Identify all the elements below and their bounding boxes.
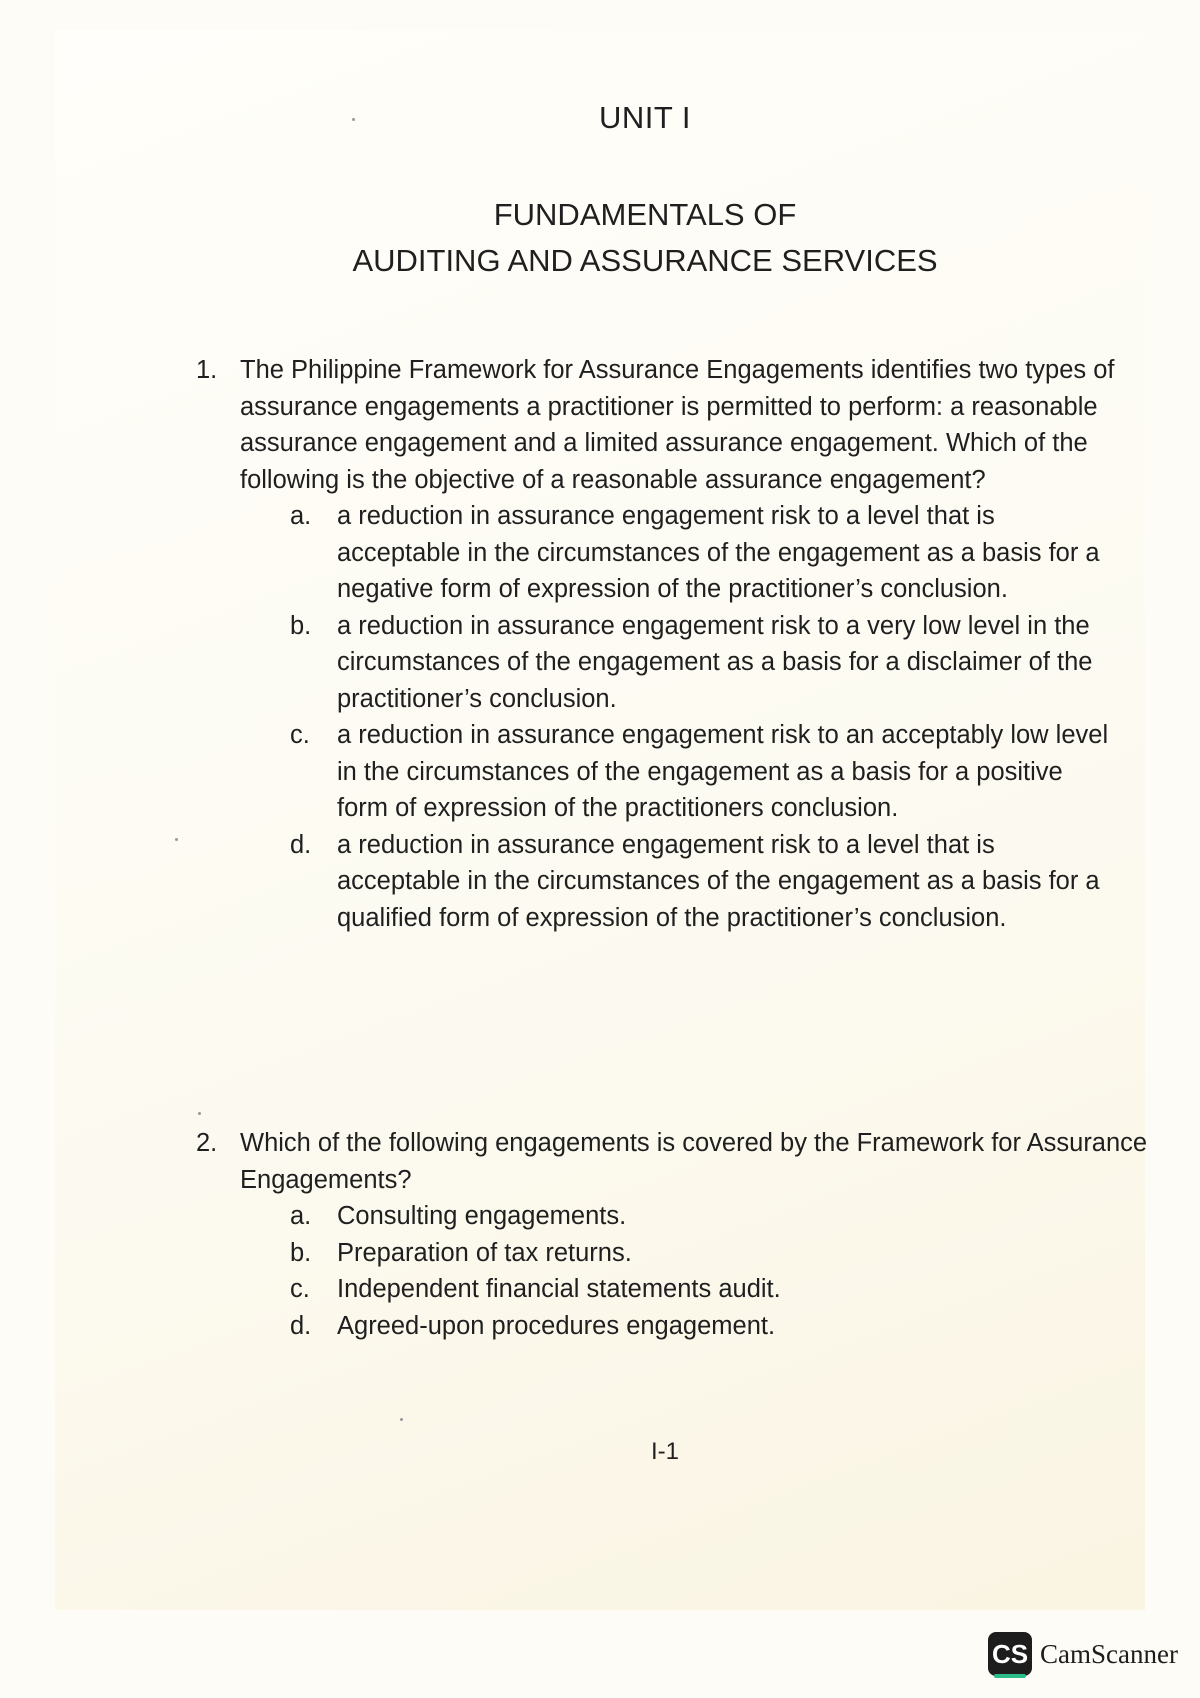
- unit-title: UNIT I: [599, 100, 691, 135]
- option-letter: b.: [290, 611, 312, 640]
- question-number: 1.: [196, 356, 218, 384]
- scan-speck: [175, 838, 178, 841]
- option-text: Preparation of tax returns.: [337, 1238, 632, 1267]
- question-text: The Philippine Framework for Assurance Engagements identifies two types of assurance engagements a practitioner is permitted to perform: a reasonable assurance engagement and a limited assurance engagement. Which of the following is the objective of a reasonable assurance engagement?: [240, 356, 1115, 494]
- question-1: [196, 352, 1116, 936]
- scan-speck: [352, 118, 355, 121]
- option-text: Agreed-upon procedures engagement.: [337, 1311, 776, 1340]
- question-text: Which of the following engagements is covered by the Framework for Assurance Engagements?: [240, 1129, 1148, 1194]
- option-letter: c.: [290, 1275, 310, 1303]
- option-letter: a.: [290, 1202, 312, 1230]
- option-letter: c.: [290, 721, 310, 749]
- scan-speck: [198, 1112, 201, 1115]
- camscanner-name: CamScanner: [1040, 1638, 1178, 1669]
- option-a: [290, 1198, 1156, 1235]
- option-text: a reduction in assurance engagement risk to an acceptably low level in the circumstances of the engagement as a basis for a positive form of expression of the practitioners conclusion.: [337, 721, 1109, 822]
- question-2: [196, 1125, 1156, 1344]
- option-text: Independent financial statements audit.: [337, 1275, 781, 1303]
- options-list: [290, 498, 1116, 936]
- title-line-2: AUDITING AND ASSURANCE SERVICES: [352, 243, 938, 278]
- option-letter: d.: [290, 1311, 312, 1340]
- option-b: [290, 608, 1116, 718]
- option-letter: a.: [290, 502, 312, 530]
- option-d: [290, 1308, 1156, 1345]
- option-text: a reduction in assurance engagement risk to a level that is acceptable in the circumstances of the engagement as a basis for a qualified form of expression of the practitioner’s conclusion.: [337, 830, 1100, 932]
- question-number: 2.: [196, 1129, 218, 1157]
- page-number: I-1: [650, 1438, 679, 1465]
- option-text: a reduction in assurance engagement risk to a very low level in the circumstances of the engagement as a basis for a disclaimer of the practitioner’s conclusion.: [337, 611, 1093, 713]
- option-c: [290, 1271, 1156, 1308]
- option-b: [290, 1235, 1156, 1272]
- option-text: Consulting engagements.: [337, 1202, 627, 1230]
- option-letter: b.: [290, 1238, 312, 1267]
- scan-speck: [400, 1418, 403, 1421]
- main-title: [0, 192, 1200, 284]
- option-c: [290, 717, 1116, 827]
- title-line-1: FUNDAMENTALS OF: [493, 197, 797, 232]
- option-letter: d.: [290, 830, 312, 859]
- camscanner-logo-icon: CS: [988, 1632, 1032, 1676]
- camscanner-watermark: [988, 1632, 1178, 1676]
- options-list: [290, 1198, 1156, 1344]
- option-a: [290, 498, 1116, 608]
- option-d: [290, 827, 1116, 937]
- option-text: a reduction in assurance engagement risk to a level that is acceptable in the circumstances of the engagement as a basis for a negative form of expression of the practitioner’s conclusion.: [337, 502, 1100, 603]
